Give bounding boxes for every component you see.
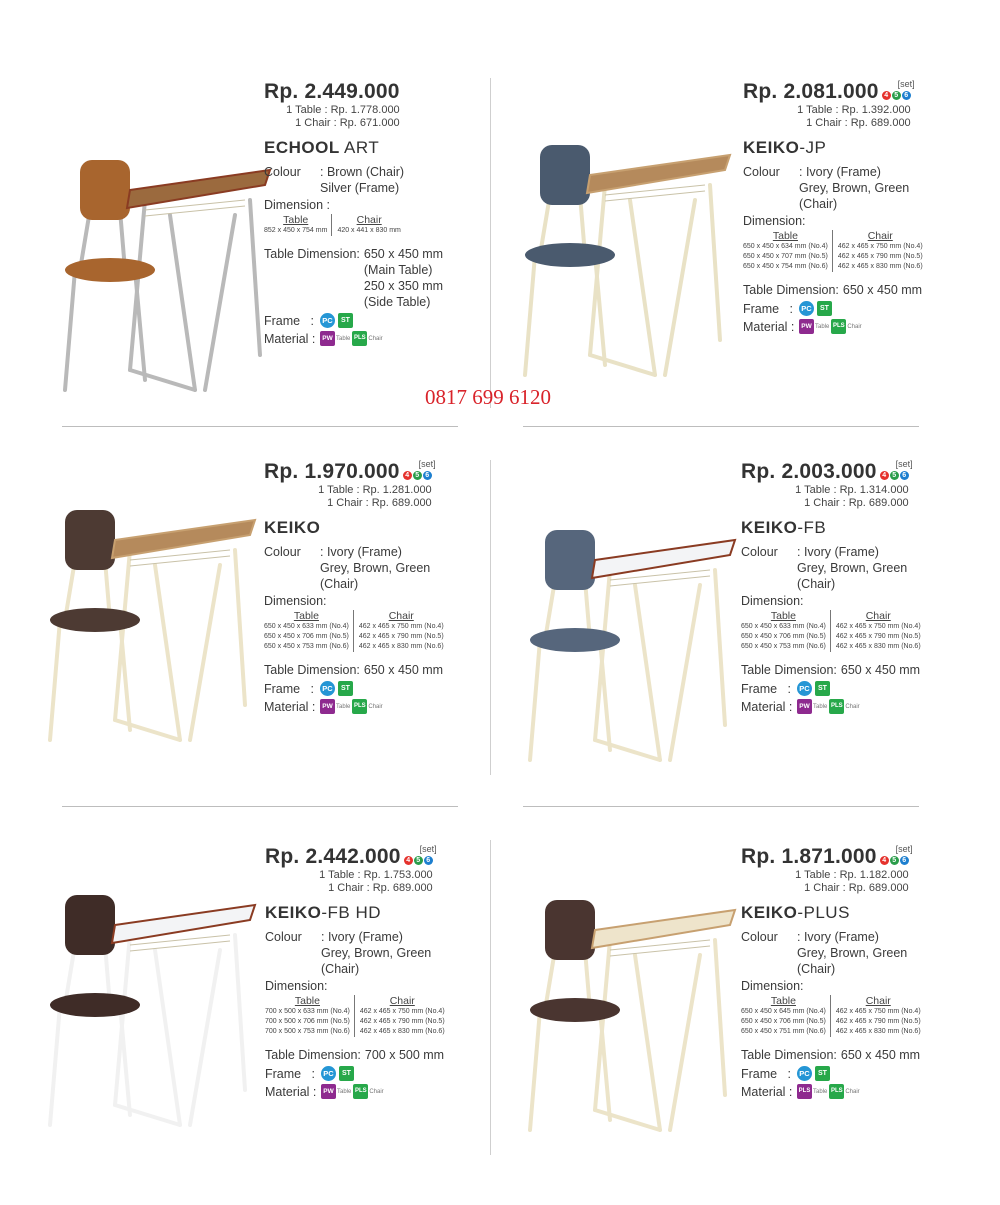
product-name-bold: ECHOOL (264, 138, 340, 157)
set-price: Rp. 1.871.000 (741, 845, 877, 868)
set-label: [set] (419, 844, 437, 854)
chair-dimension-column (830, 995, 925, 1037)
table-price: 1 Table : Rp. 1.281.000 (318, 484, 432, 496)
colour-row (264, 164, 443, 196)
frame-label: Frame : (743, 301, 794, 316)
product-name (741, 518, 925, 538)
chair-dimension-column (832, 230, 927, 272)
colour-row (264, 544, 448, 592)
colour-label: Colour (264, 545, 301, 559)
chair-backrest-shape (80, 160, 130, 220)
product-name-suffix: -JP (799, 138, 827, 157)
chair-dimension-column (830, 610, 925, 652)
table-dimension-row (265, 1047, 449, 1063)
product-image (495, 105, 745, 395)
size-4-dot: 4 (404, 856, 413, 865)
chair-material-caption: Chair (845, 703, 860, 710)
dimension-value: 420 x 441 x 830 mm (337, 227, 401, 234)
dimension-value: 462 x 465 x 750 mm (No.4) (837, 243, 923, 250)
frame-label-text: Frame (741, 681, 778, 696)
pc-badge-icon: PC (797, 681, 812, 696)
material-row (741, 699, 925, 714)
dimension-value: 462 x 465 x 830 mm (No.6) (359, 1028, 445, 1035)
dimension-value: 650 x 450 x 754 mm (No.6) (743, 263, 828, 270)
size-5-dot: 5 (892, 91, 901, 100)
set-label: [set] (897, 79, 915, 89)
table-column-header: Table (294, 995, 320, 1007)
material-label: Material : (741, 699, 793, 714)
chair-backrest-shape (65, 895, 115, 955)
frame-row (743, 301, 927, 316)
table-dimension-row (741, 662, 925, 678)
product-info (264, 80, 443, 346)
colour-value: : Ivory (Frame) Grey, Brown, Green (Chair) (797, 545, 908, 591)
table-dimension-column (264, 610, 353, 652)
table-column-header: Table (283, 214, 309, 226)
material-row (265, 1084, 449, 1099)
dimension-value: 462 x 465 x 790 mm (No.5) (835, 633, 921, 640)
dimension-value: 650 x 450 x 753 mm (No.6) (264, 643, 349, 650)
size-6-dot: 6 (900, 471, 909, 480)
dimension-label: Dimension : (264, 198, 330, 212)
dimension-value: 462 x 465 x 750 mm (No.4) (358, 623, 444, 630)
size-dots (880, 459, 913, 480)
table-dimension-row (741, 1047, 925, 1063)
chair-price: 1 Chair : Rp. 689.000 (327, 497, 432, 509)
chair-dimension-column (331, 214, 404, 236)
table-price: 1 Table : Rp. 1.753.000 (319, 869, 433, 881)
dimension-value: 650 x 450 x 633 mm (No.4) (264, 623, 349, 630)
pc-badge-icon: PC (320, 681, 335, 696)
dimension-table (264, 610, 448, 652)
product-image (35, 120, 285, 410)
size-5-dot: 5 (413, 471, 422, 480)
frame-label: Frame : (264, 681, 315, 696)
chair-seat-shape (65, 258, 155, 282)
product-image (500, 490, 750, 780)
pc-badge-icon: PC (797, 1066, 812, 1081)
chair-material-badge-icon: PLS (352, 699, 367, 714)
chair-material-caption: Chair (368, 335, 383, 342)
dimension-value: 650 x 450 x 753 mm (No.6) (741, 643, 826, 650)
product-image (500, 860, 750, 1150)
chair-column-header: Chair (389, 995, 415, 1007)
product-name-bold: KEIKO (743, 138, 800, 157)
size-dots (882, 79, 915, 100)
size-5-dot: 5 (890, 471, 899, 480)
product-name (265, 903, 449, 923)
chair-material-badge-icon: PLS (353, 1084, 368, 1099)
chair-material-badge-icon: PLS (831, 319, 846, 334)
dimension-value: 462 x 465 x 830 mm (No.6) (835, 643, 921, 650)
table-price: 1 Table : Rp. 1.314.000 (795, 484, 909, 496)
table-dimension-value: 700 x 500 mm (364, 1048, 445, 1062)
size-5-dot: 5 (414, 856, 423, 865)
chair-dimension-column (354, 995, 449, 1037)
colour-value: : Brown (Chair) Silver (Frame) (320, 165, 405, 195)
chair-seat-shape (50, 608, 140, 632)
colour-value: : Ivory (Frame) Grey, Brown, Green (Chair) (797, 930, 908, 976)
dimension-label: Dimension: (265, 979, 328, 993)
size-4-dot: 4 (403, 471, 412, 480)
table-material-badge-icon: PLS (797, 1084, 812, 1099)
table-material-caption: Table (336, 335, 351, 342)
table-material-badge-icon: PW (320, 331, 335, 346)
pc-badge-icon: PC (321, 1066, 336, 1081)
product-card (495, 845, 975, 1205)
table-dimension-column (741, 610, 830, 652)
table-dimension-value: 650 x 450 mm (Main Table) 250 x 350 mm (Side Table) (363, 247, 444, 309)
chair-price: 1 Chair : Rp. 689.000 (804, 882, 909, 894)
dimension-value: 650 x 450 x 706 mm (No.5) (741, 633, 826, 640)
product-info (264, 460, 448, 714)
set-price: Rp. 1.970.000 (264, 460, 400, 483)
product-image (20, 470, 270, 760)
dimension-value: 462 x 465 x 750 mm (No.4) (835, 1008, 921, 1015)
size-dots (880, 844, 913, 865)
colour-row (743, 164, 927, 212)
chair-backrest-shape (545, 900, 595, 960)
frame-label-text: Frame (265, 1066, 302, 1081)
product-name-suffix: -PLUS (797, 903, 850, 922)
material-label: Material : (264, 331, 316, 346)
product-card (20, 80, 500, 440)
frame-label-text: Frame (743, 301, 780, 316)
size-4-dot: 4 (880, 471, 889, 480)
table-dimension-column (264, 214, 331, 236)
table-column-header: Table (293, 610, 319, 622)
table-material-badge-icon: PW (320, 699, 335, 714)
dimension-value: 462 x 465 x 830 mm (No.6) (835, 1028, 921, 1035)
chair-backrest-shape (540, 145, 590, 205)
table-price: 1 Table : Rp. 1.182.000 (795, 869, 909, 881)
chair-material-caption: Chair (847, 323, 862, 330)
chair-seat-shape (530, 628, 620, 652)
dimension-table (743, 230, 927, 272)
chair-material-badge-icon: PLS (829, 1084, 844, 1099)
table-column-header: Table (770, 995, 796, 1007)
colour-value: : Ivory (Frame) Grey, Brown, Green (Chair) (320, 545, 431, 591)
chair-backrest-shape (545, 530, 595, 590)
dimension-value: 650 x 450 x 633 mm (No.4) (741, 623, 826, 630)
frame-row (741, 1066, 925, 1081)
material-row (743, 319, 927, 334)
table-material-caption: Table (336, 703, 351, 710)
frame-label: Frame : (741, 1066, 792, 1081)
material-row (264, 699, 448, 714)
dimension-value: 462 x 465 x 750 mm (No.4) (359, 1008, 445, 1015)
chair-material-badge-icon: PLS (352, 331, 367, 346)
product-card (495, 460, 975, 820)
table-dimension-value: 650 x 450 mm (363, 663, 444, 677)
table-material-caption: Table (813, 1088, 828, 1095)
table-price: 1 Table : Rp. 1.778.000 (286, 104, 400, 116)
colour-value: : Ivory (Frame) Grey, Brown, Green (Chair) (799, 165, 910, 211)
dimension-value: 462 x 465 x 790 mm (No.5) (837, 253, 923, 260)
colour-label: Colour (741, 545, 778, 559)
chair-price: 1 Chair : Rp. 689.000 (804, 497, 909, 509)
chair-column-header: Chair (388, 610, 414, 622)
dimension-label: Dimension: (743, 214, 806, 228)
dimension-table (741, 995, 925, 1037)
chair-column-header: Chair (867, 230, 893, 242)
product-name-bold: KEIKO (265, 903, 322, 922)
st-badge-icon: ST (815, 681, 830, 696)
price-line (741, 844, 913, 869)
dimension-table (264, 214, 443, 236)
table-column-header: Table (770, 610, 796, 622)
size-dots (403, 459, 436, 480)
frame-label: Frame : (741, 681, 792, 696)
product-name-suffix: -FB HD (321, 903, 382, 922)
dimension-table (741, 610, 925, 652)
table-dimension-row (264, 662, 448, 678)
size-6-dot: 6 (424, 856, 433, 865)
table-dimension-label: Table Dimension: (265, 1048, 361, 1062)
table-column-header: Table (772, 230, 798, 242)
product-info (741, 845, 925, 1099)
dimension-value: 700 x 500 x 753 mm (No.6) (265, 1028, 350, 1035)
product-info (743, 80, 927, 334)
dimension-value: 462 x 465 x 750 mm (No.4) (835, 623, 921, 630)
material-label: Material : (265, 1084, 317, 1099)
material-row (264, 331, 443, 346)
table-dimension-column (741, 995, 830, 1037)
chair-price: 1 Chair : Rp. 689.000 (328, 882, 433, 894)
set-price: Rp. 2.449.000 (264, 80, 400, 103)
frame-label-text: Frame (741, 1066, 778, 1081)
colour-label: Colour (743, 165, 780, 179)
frame-row (265, 1066, 449, 1081)
table-dimension-column (265, 995, 354, 1037)
dimension-value: 650 x 450 x 645 mm (No.4) (741, 1008, 826, 1015)
colour-value: : Ivory (Frame) Grey, Brown, Green (Chair) (321, 930, 432, 976)
dimension-value: 462 x 465 x 790 mm (No.5) (835, 1018, 921, 1025)
set-price: Rp. 2.003.000 (741, 460, 877, 483)
chair-dimension-column (353, 610, 448, 652)
table-dimension-label: Table Dimension: (743, 283, 839, 297)
colour-row (265, 929, 449, 977)
price-line (741, 459, 913, 484)
size-dots (404, 844, 437, 865)
frame-row (741, 681, 925, 696)
product-card (20, 460, 500, 820)
frame-row (264, 681, 448, 696)
dimension-label: Dimension: (264, 594, 327, 608)
pc-badge-icon: PC (320, 313, 335, 328)
size-6-dot: 6 (902, 91, 911, 100)
chair-column-header: Chair (865, 995, 891, 1007)
chair-price: 1 Chair : Rp. 671.000 (295, 117, 400, 129)
product-image (20, 855, 270, 1145)
dimension-value: 700 x 500 x 706 mm (No.5) (265, 1018, 350, 1025)
product-name (743, 138, 927, 158)
table-dimension-label: Table Dimension: (264, 247, 360, 261)
material-label: Material : (743, 319, 795, 334)
product-name-bold: KEIKO (264, 518, 321, 537)
product-name (264, 138, 443, 158)
phone-number: 0817 699 6120 (425, 385, 551, 409)
chair-seat-shape (530, 998, 620, 1022)
dimension-value: 650 x 450 x 634 mm (No.4) (743, 243, 828, 250)
st-badge-icon: ST (339, 1066, 354, 1081)
set-label: [set] (895, 844, 913, 854)
st-badge-icon: ST (815, 1066, 830, 1081)
dimension-value: 650 x 450 x 706 mm (No.5) (741, 1018, 826, 1025)
pc-badge-icon: PC (799, 301, 814, 316)
size-4-dot: 4 (882, 91, 891, 100)
table-material-badge-icon: PW (321, 1084, 336, 1099)
table-dimension-row (264, 246, 443, 310)
frame-label-text: Frame (264, 681, 301, 696)
chair-material-caption: Chair (369, 1088, 384, 1095)
material-label: Material : (264, 699, 316, 714)
table-dimension-value: 650 x 450 mm (840, 1048, 921, 1062)
product-card (495, 80, 975, 440)
chair-column-header: Chair (356, 214, 382, 226)
table-dimension-value: 650 x 450 mm (842, 283, 923, 297)
product-name-bold: KEIKO (741, 903, 798, 922)
table-price: 1 Table : Rp. 1.392.000 (797, 104, 911, 116)
price-line (265, 844, 437, 869)
chair-material-caption: Chair (368, 703, 383, 710)
frame-label-text: Frame (264, 313, 301, 328)
chair-seat-shape (525, 243, 615, 267)
price-line (743, 79, 915, 104)
set-label: [set] (895, 459, 913, 469)
product-name-bold: KEIKO (741, 518, 798, 537)
frame-label: Frame : (265, 1066, 316, 1081)
product-name (741, 903, 925, 923)
dimension-value: 462 x 465 x 790 mm (No.5) (358, 633, 444, 640)
chair-backrest-shape (65, 510, 115, 570)
dimension-value: 700 x 500 x 633 mm (No.4) (265, 1008, 350, 1015)
material-row (741, 1084, 925, 1099)
table-material-caption: Table (813, 703, 828, 710)
table-material-caption: Table (815, 323, 830, 330)
colour-label: Colour (741, 930, 778, 944)
colour-label: Colour (265, 930, 302, 944)
table-dimension-label: Table Dimension: (741, 663, 837, 677)
table-dimension-label: Table Dimension: (741, 1048, 837, 1062)
dimension-value: 852 x 450 x 754 mm (264, 227, 328, 234)
dimension-value: 650 x 450 x 706 mm (No.5) (264, 633, 349, 640)
dimension-value: 650 x 450 x 707 mm (No.5) (743, 253, 828, 260)
set-label: [set] (418, 459, 436, 469)
price-line (264, 459, 436, 484)
colour-label: Colour (264, 165, 301, 179)
chair-material-caption: Chair (845, 1088, 860, 1095)
table-material-badge-icon: PW (797, 699, 812, 714)
table-dimension-label: Table Dimension: (264, 663, 360, 677)
table-dimension-column (743, 230, 832, 272)
st-badge-icon: ST (338, 681, 353, 696)
product-info (741, 460, 925, 714)
price-line (264, 80, 400, 104)
product-name-suffix: -FB (797, 518, 827, 537)
dimension-value: 462 x 465 x 830 mm (No.6) (837, 263, 923, 270)
table-dimension-row (743, 282, 927, 298)
product-info (265, 845, 449, 1099)
dimension-label: Dimension: (741, 594, 804, 608)
size-6-dot: 6 (900, 856, 909, 865)
colour-row (741, 544, 925, 592)
colour-row (741, 929, 925, 977)
set-price: Rp. 2.081.000 (743, 80, 879, 103)
dimension-value: 462 x 465 x 830 mm (No.6) (358, 643, 444, 650)
product-name (264, 518, 448, 538)
chair-seat-shape (50, 993, 140, 1017)
size-6-dot: 6 (423, 471, 432, 480)
dimension-value: 650 x 450 x 751 mm (No.6) (741, 1028, 826, 1035)
st-badge-icon: ST (817, 301, 832, 316)
table-material-badge-icon: PW (799, 319, 814, 334)
table-dimension-value: 650 x 450 mm (840, 663, 921, 677)
chair-material-badge-icon: PLS (829, 699, 844, 714)
dimension-label: Dimension: (741, 979, 804, 993)
table-material-caption: Table (337, 1088, 352, 1095)
frame-label: Frame : (264, 313, 315, 328)
st-badge-icon: ST (338, 313, 353, 328)
size-4-dot: 4 (880, 856, 889, 865)
frame-row (264, 313, 443, 328)
dimension-value: 462 x 465 x 790 mm (No.5) (359, 1018, 445, 1025)
product-name-suffix: ART (339, 138, 380, 157)
chair-column-header: Chair (865, 610, 891, 622)
material-label: Material : (741, 1084, 793, 1099)
product-card (20, 845, 500, 1205)
dimension-table (265, 995, 449, 1037)
size-5-dot: 5 (890, 856, 899, 865)
set-price: Rp. 2.442.000 (265, 845, 401, 868)
chair-price: 1 Chair : Rp. 689.000 (806, 117, 911, 129)
